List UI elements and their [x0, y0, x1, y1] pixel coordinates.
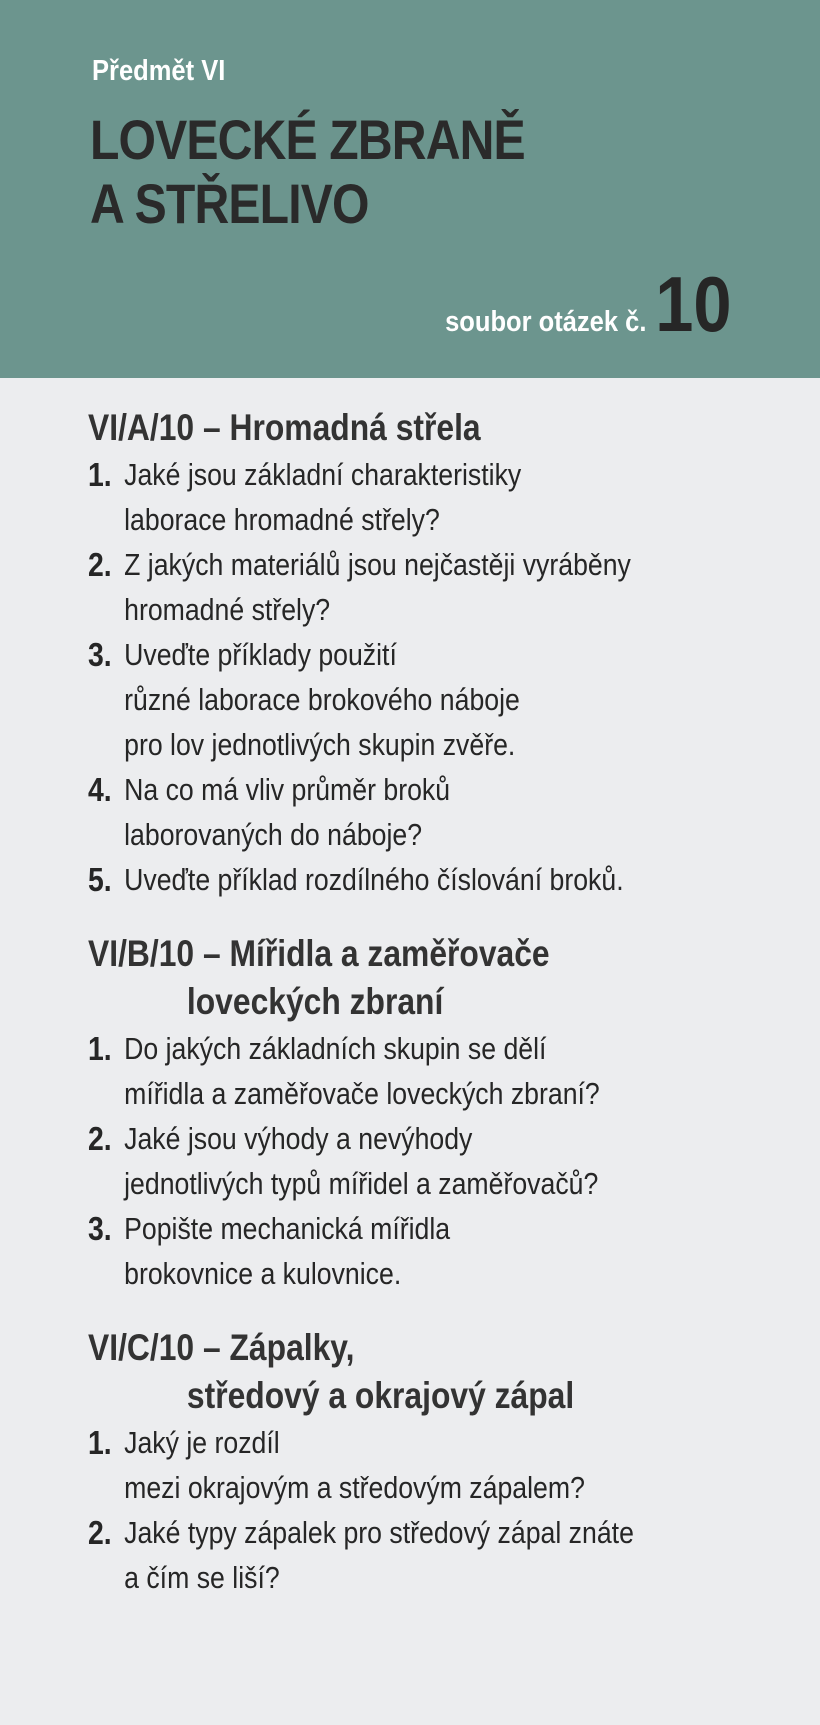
question-item [88, 1116, 776, 1206]
question-text: Z jakých materiálů jsou nejčastěji vyráběny hromadné střely? [124, 547, 631, 627]
question-text: Na co má vliv průměr broků laborovaných do náboje? [124, 772, 451, 852]
question-text: Do jakých základních skupin se dělí mířidla a zaměřovače loveckých zbraní? [124, 1031, 600, 1111]
title-line-2: A STŘELIVO [90, 172, 369, 235]
question-number: 2. [88, 1514, 112, 1551]
question-number: 2. [88, 546, 112, 583]
question-text: Uveďte příklad rozdílného číslování broků. [124, 862, 624, 897]
question-number: 1. [88, 1424, 112, 1461]
question-number: 3. [88, 636, 112, 673]
title-line-1: LOVECKÉ ZBRANĚ [90, 108, 525, 171]
question-set-number: 10 [655, 260, 732, 348]
section-heading: VI/C/10 – Zápalky, [88, 1327, 355, 1368]
question-number: 5. [88, 861, 112, 898]
question-item [88, 1420, 776, 1510]
question-text: Jaké jsou výhody a nevýhody jednotlivých typů mířidel a zaměřovačů? [124, 1121, 599, 1201]
page-title [90, 108, 525, 236]
question-number: 2. [88, 1120, 112, 1157]
question-set [445, 260, 732, 348]
question-text: Jaký je rozdíl mezi okrajovým a středovým zápalem? [124, 1425, 585, 1505]
header-band [0, 0, 820, 378]
question-item [88, 1510, 776, 1600]
question-number: 4. [88, 771, 112, 808]
question-set-label: soubor otázek č. [445, 306, 647, 338]
subject-label: Předmět VI [92, 55, 226, 87]
section-b [88, 930, 776, 1296]
section-title [88, 404, 776, 452]
question-item [88, 1206, 776, 1296]
question-item [88, 452, 776, 542]
question-text: Uveďte příklady použití různé laborace brokového náboje pro lov jednotlivých skupin zvěře. [124, 637, 520, 762]
question-item [88, 767, 776, 857]
section-title [88, 930, 776, 1026]
question-item [88, 857, 776, 902]
question-item [88, 542, 776, 632]
questions-content [88, 404, 776, 1628]
section-c [88, 1324, 776, 1600]
section-heading: VI/B/10 – Mířidla a zaměřovače [88, 933, 550, 974]
question-text: Popište mechanická mířidla brokovnice a kulovnice. [124, 1211, 451, 1291]
section-heading-continuation: loveckých zbraní [186, 981, 444, 1022]
section-heading: VI/A/10 – Hromadná střela [88, 407, 481, 448]
question-text: Jaké jsou základní charakteristiky laborace hromadné střely? [124, 457, 522, 537]
question-text: Jaké typy zápalek pro středový zápal znáte a čím se liší? [124, 1515, 634, 1595]
section-a [88, 404, 776, 902]
question-number: 1. [88, 456, 112, 493]
question-number: 3. [88, 1210, 112, 1247]
section-heading-continuation: středový a okrajový zápal [186, 1375, 575, 1416]
question-number: 1. [88, 1030, 112, 1067]
section-title [88, 1324, 776, 1420]
question-item [88, 1026, 776, 1116]
question-item [88, 632, 776, 767]
